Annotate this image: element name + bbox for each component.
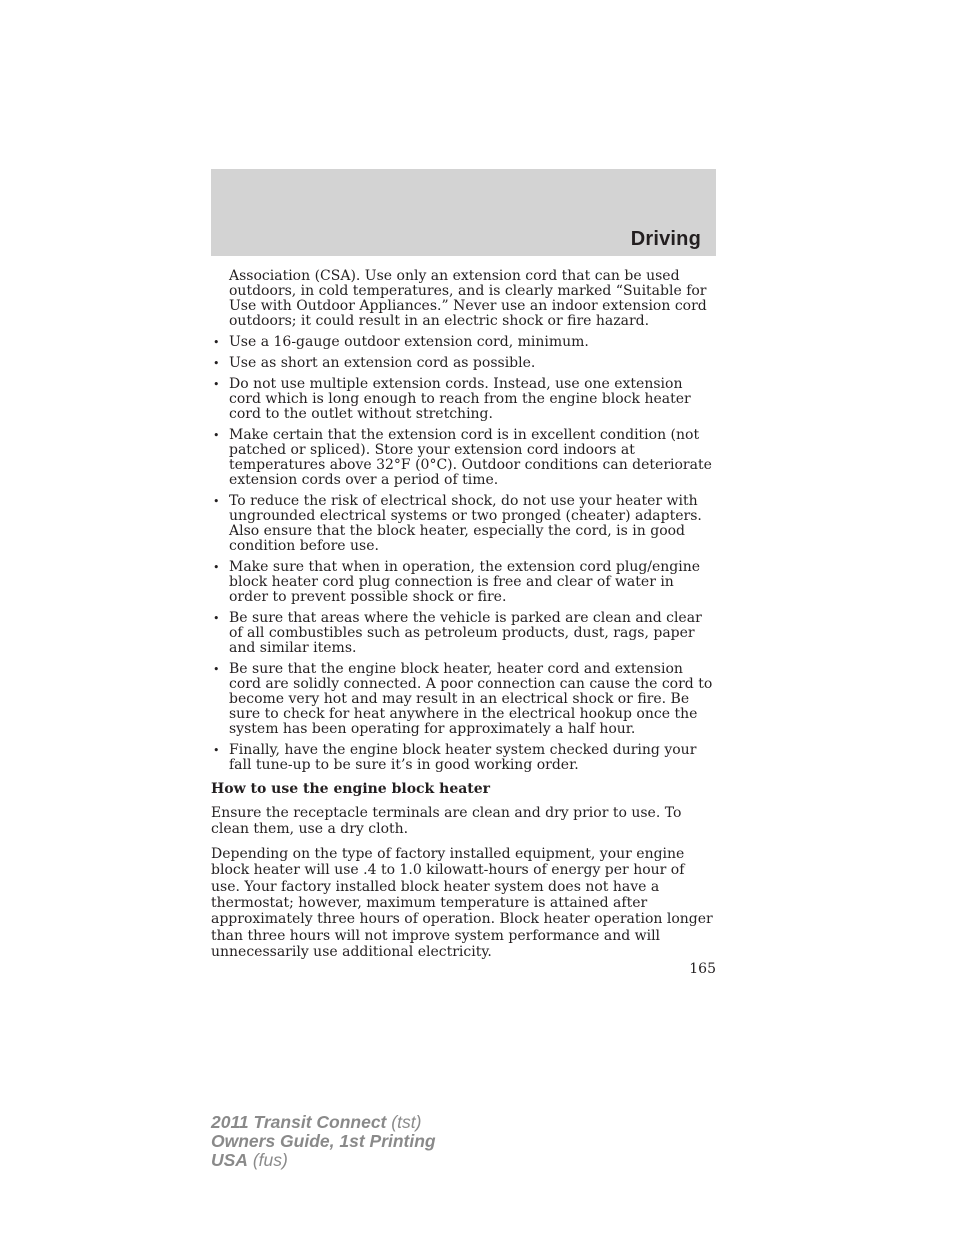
page-number: 165 [689, 961, 716, 977]
list-item: • To reduce the risk of electrical shock, do not use your heater with ungrounded electrical systems or two pronged (cheater) adapters. Also ensure that the block heater, especially the cord, is in good condition before use. [213, 493, 702, 554]
continuation-paragraph: Association (CSA). Use only an extension cord that can be used outdoors, in cold temperatures, and is clearly marked “Suitable for Use with Outdoor Appliances.” Never use an indoor extension cord outdoors; it could result in an electric shock or fire hazard. [229, 268, 707, 329]
footer-market-code: (fus) [252, 1150, 288, 1170]
footer-model: 2011 Transit Connect [211, 1112, 387, 1132]
footer-edition: Owners Guide, 1st Printing [211, 1131, 436, 1151]
list-item: • Make certain that the extension cord is in excellent condition (not patched or spliced). Store your extension cord indoors at temperatures above 32°F (0°C). Outdoor conditions can deteriorate extension cords over a period of time. [213, 427, 712, 488]
bullet-icon: • [213, 612, 220, 625]
list-item: • Be sure that areas where the vehicle is parked are clean and clear of all combustibles such as petroleum products, dust, rags, paper and similar items. [213, 610, 702, 656]
bullet-icon: • [213, 336, 220, 349]
bullet-icon: • [213, 561, 220, 574]
list-item: • Be sure that the engine block heater, heater cord and extension cord are solidly connected. A poor connection can cause the cord to become very hot and may result in an electrical shock or fire. Be sure to check for heat anywhere in the electrical hookup once the system has been operating for approximately a half hour. [213, 661, 713, 737]
body-paragraph: Depending on the type of factory installed equipment, your engine block heater will use .4 to 1.0 kilowatt-hours of energy per hour of use. Your factory installed block heater system does not have a thermostat; however, maximum temperature is attained after approximately three hours of operation. Block heater operation longer than three hours will not improve system performance and will unnecessarily use additional electricity. [211, 845, 713, 961]
bullet-icon: • [213, 663, 220, 676]
bullet-icon: • [213, 378, 220, 391]
bullet-icon: • [213, 357, 220, 370]
list-item: • Use as short an extension cord as possible. [213, 355, 536, 371]
page-content [211, 269, 716, 969]
footer-line [211, 1132, 436, 1151]
document-footer [211, 1113, 436, 1170]
list-item: • Finally, have the engine block heater system checked during your fall tune-up to be sure it’s in good working order. [213, 742, 697, 773]
list-item: • Do not use multiple extension cords. Instead, use one extension cord which is long enough to reach from the engine block heater cord to the outlet without stretching. [213, 376, 691, 422]
footer-line [211, 1151, 436, 1170]
bullet-icon: • [213, 429, 220, 442]
footer-model-code: (tst) [391, 1112, 422, 1132]
body-paragraph: Ensure the receptacle terminals are clean and dry prior to use. To clean them, use a dry cloth. [211, 805, 682, 838]
footer-market: USA [211, 1150, 248, 1170]
section-title: Driving [630, 228, 701, 250]
list-item: • Make sure that when in operation, the extension cord plug/engine block heater cord plug connection is free and clear of water in order to prevent possible shock or fire. [213, 559, 701, 605]
safety-bullet-list [211, 335, 716, 773]
subheading: How to use the engine block heater [211, 781, 491, 797]
footer-line [211, 1113, 436, 1132]
list-item: • Use a 16-gauge outdoor extension cord, minimum. [213, 334, 589, 350]
bullet-icon: • [213, 744, 220, 757]
bullet-icon: • [213, 495, 220, 508]
section-header-band [211, 169, 716, 256]
